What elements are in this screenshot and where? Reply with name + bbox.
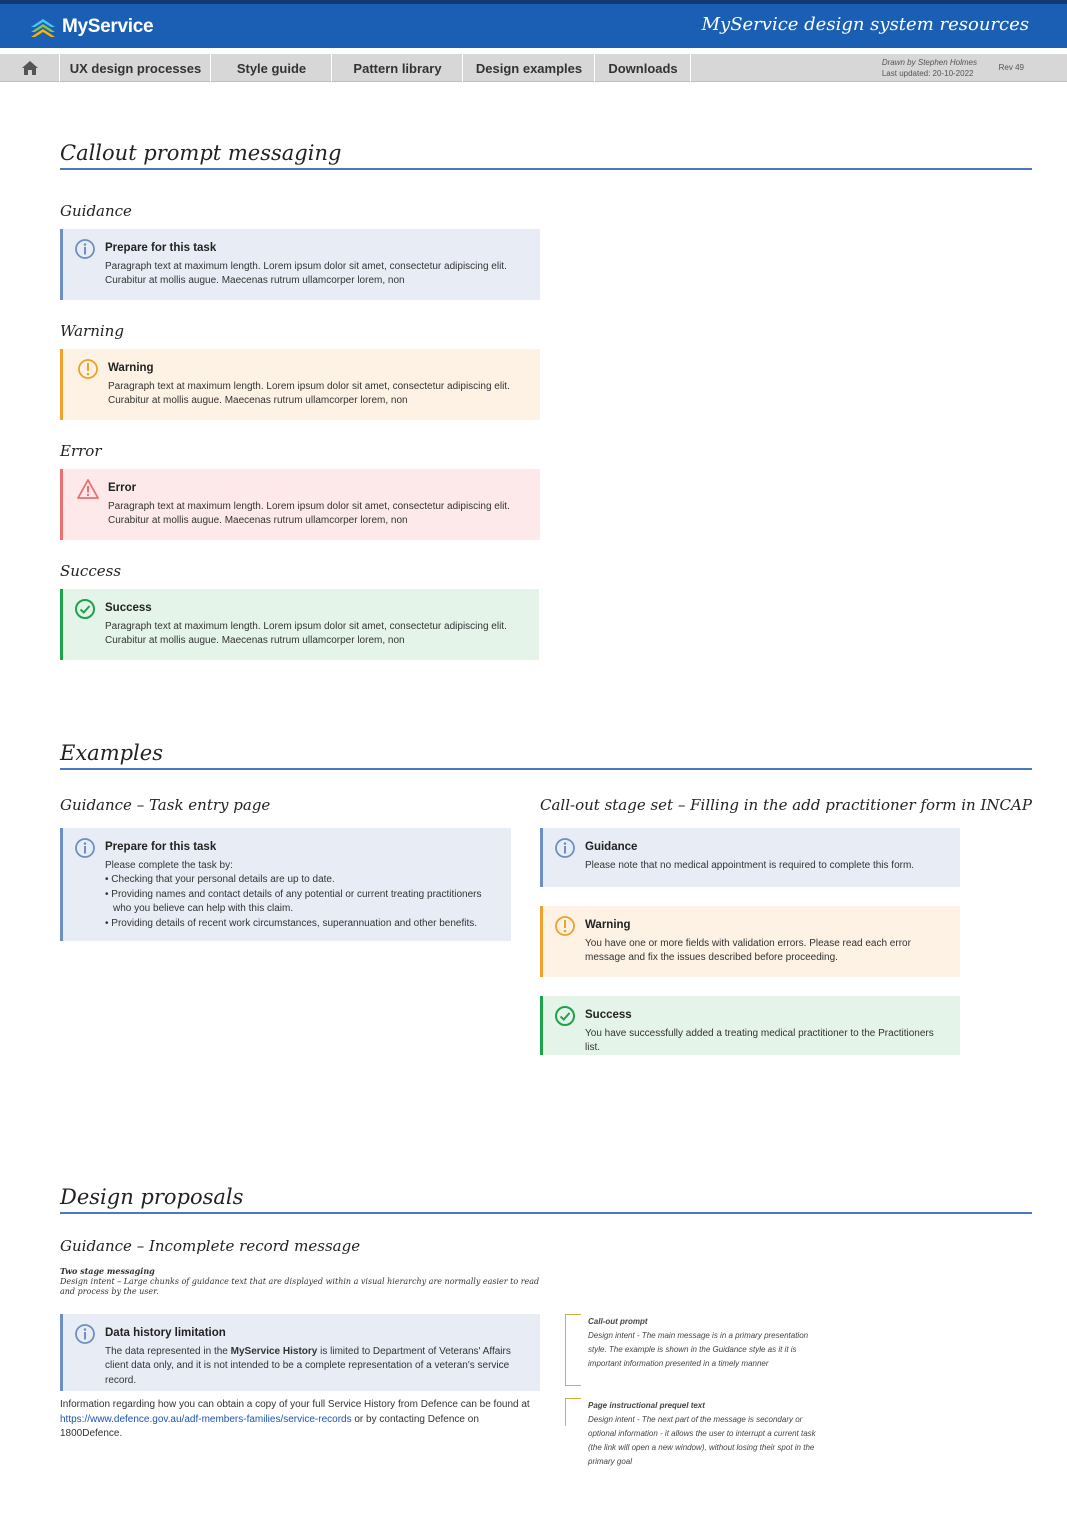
defence-service-records-link[interactable]: https://www.defence.gov.au/adf-members-families/service-records <box>60 1413 352 1425</box>
error-callout <box>60 469 540 540</box>
info-after: or by contacting Defence on 1800Defence. <box>60 1413 479 1439</box>
warning-icon <box>77 358 99 380</box>
text-bold: MyService History <box>230 1345 318 1357</box>
callout-text-2: Curabitur at mollis augue. Maecenas rutrum ullamcorper lorem, non <box>105 275 405 286</box>
nav-home[interactable] <box>0 54 60 82</box>
task-entry-callout <box>60 828 511 941</box>
callout-text <box>105 1345 526 1389</box>
nav-style-guide[interactable]: Style guide <box>212 54 332 82</box>
site-title: MyService design system resources <box>701 14 1029 35</box>
examples-left-label: Guidance – Task entry page <box>60 796 271 814</box>
callout-title: Guidance <box>585 841 638 853</box>
warning-label: Warning <box>60 322 124 340</box>
two-stage-title: Two stage messaging <box>60 1266 155 1276</box>
bullet-item: • Providing details of recent work circumstances, superannuation and other benefits. <box>105 917 497 932</box>
annotation-bracket-2 <box>565 1398 581 1426</box>
guidance-callout <box>60 229 540 300</box>
guidance-label: Guidance <box>60 202 132 220</box>
chevron-logo-icon <box>30 17 56 37</box>
callout-section-title: Callout prompt messaging <box>60 141 1032 170</box>
home-icon <box>21 60 39 76</box>
nav-pattern-library[interactable]: Pattern library <box>333 54 463 82</box>
info-icon <box>74 238 96 260</box>
check-circle-icon <box>554 1005 576 1027</box>
nav-design-examples[interactable]: Design examples <box>464 54 595 82</box>
callout-title: Data history limitation <box>105 1327 226 1339</box>
info-before: Information regarding how you can obtain a copy of your full Service History from Defence can be found at <box>60 1399 530 1410</box>
myservice-logo[interactable] <box>30 16 153 38</box>
callout-text-1: Paragraph text at maximum length. Lorem ipsum dolor sit amet, consectetur adipiscing elit. <box>105 260 507 272</box>
callout-text-2: Curabitur at mollis augue. Maecenas rutrum ullamcorper lorem, non <box>105 635 405 646</box>
callout-text-2: Curabitur at mollis augue. Maecenas rutrum ullamcorper lorem, non <box>108 395 408 406</box>
success-callout <box>60 589 539 660</box>
callout-text-2: Curabitur at mollis augue. Maecenas rutrum ullamcorper lorem, non <box>108 515 408 526</box>
annotation-text: Design intent - The main message is in a primary presentation style. The example is shown in the Guidance style as it it is important information presented in a timely manner <box>588 1331 809 1368</box>
callout-title: Warning <box>108 362 154 374</box>
annotation-callout-prompt <box>588 1315 828 1371</box>
examples-section-title: Examples <box>60 741 1032 770</box>
top-header <box>0 0 1067 48</box>
text-after: is limited to Department of Veterans' Affairs client data only, and it is not intended to be a complete representation of a veteran's service record. <box>105 1345 511 1386</box>
alert-triangle-icon <box>77 478 99 500</box>
bullet-item: • Providing names and contact details of any potential or current treating practitioners who you believe can help with this claim. <box>105 888 497 917</box>
doc-meta <box>882 57 977 79</box>
callout-title: Error <box>108 482 137 494</box>
error-label: Error <box>60 442 102 460</box>
stage-guidance-callout <box>540 828 960 887</box>
warning-icon <box>554 915 576 937</box>
stage-success-callout <box>540 996 960 1055</box>
main-nav <box>0 54 1067 82</box>
callout-title: Prepare for this task <box>105 242 217 254</box>
proposals-sub-label: Guidance – Incomplete record message <box>60 1237 361 1255</box>
callout-text-1: Paragraph text at maximum length. Lorem ipsum dolor sit amet, consectetur adipiscing elit. <box>108 380 510 392</box>
stage-warning-callout <box>540 906 960 977</box>
warning-callout <box>60 349 540 420</box>
callout-title: Warning <box>585 919 631 931</box>
two-stage-text: Design intent – Large chunks of guidance text that are displayed within a visual hierarchy are normally easier to read and process by the user. <box>60 1277 540 1296</box>
info-icon <box>74 837 96 859</box>
callout-text: You have one or more fields with validation errors. Please read each error message and fix the issues described before proceeding. <box>585 937 911 963</box>
callout-title: Success <box>105 602 152 614</box>
data-history-callout <box>60 1314 540 1391</box>
callout-text-1: Paragraph text at maximum length. Lorem ipsum dolor sit amet, consectetur adipiscing elit. <box>108 500 510 512</box>
nav-ux-design-processes[interactable]: UX design processes <box>61 54 211 82</box>
callout-title: Prepare for this task <box>105 841 217 853</box>
last-updated: Last updated: 20-10-2022 <box>881 69 974 78</box>
info-icon <box>554 837 576 859</box>
callout-text: You have successfully added a treating medical practitioner to the Practitioners list. <box>585 1027 934 1053</box>
info-icon <box>74 1323 96 1345</box>
annotation-title: Page instructional prequel text <box>588 1401 705 1410</box>
revision: Rev 49 <box>998 63 1024 72</box>
examples-right-label: Call-out stage set – Filling in the add practitioner form in INCAP <box>540 796 1032 814</box>
annotation-bracket-1 <box>565 1314 581 1386</box>
callout-text-1: Paragraph text at maximum length. Lorem ipsum dolor sit amet, consectetur adipiscing elit. <box>105 620 507 632</box>
logo-text: MyService <box>62 16 154 37</box>
success-label: Success <box>60 562 122 580</box>
task-bullets <box>105 873 497 931</box>
nav-downloads[interactable]: Downloads <box>596 54 691 82</box>
drawn-by: Drawn by Stephen Holmes <box>881 58 977 67</box>
callout-title: Success <box>585 1009 632 1021</box>
annotation-title: Call-out prompt <box>588 1317 648 1326</box>
proposals-section-title: Design proposals <box>60 1185 1032 1214</box>
callout-intro: Please complete the task by: <box>105 859 233 871</box>
text-before: The data represented in the <box>105 1345 231 1357</box>
annotation-text: Design intent - The next part of the message is secondary or optional information - it allows the user to interrupt a current task (the link will open a new window), without losing their spot in the primary goal <box>588 1415 816 1466</box>
annotation-prequel-text <box>588 1399 828 1469</box>
check-circle-icon <box>74 598 96 620</box>
service-history-info <box>60 1398 542 1442</box>
bullet-item: • Checking that your personal details are up to date. <box>105 873 497 888</box>
callout-text: Please note that no medical appointment is required to complete this form. <box>585 859 915 871</box>
two-stage-note <box>60 1266 540 1297</box>
